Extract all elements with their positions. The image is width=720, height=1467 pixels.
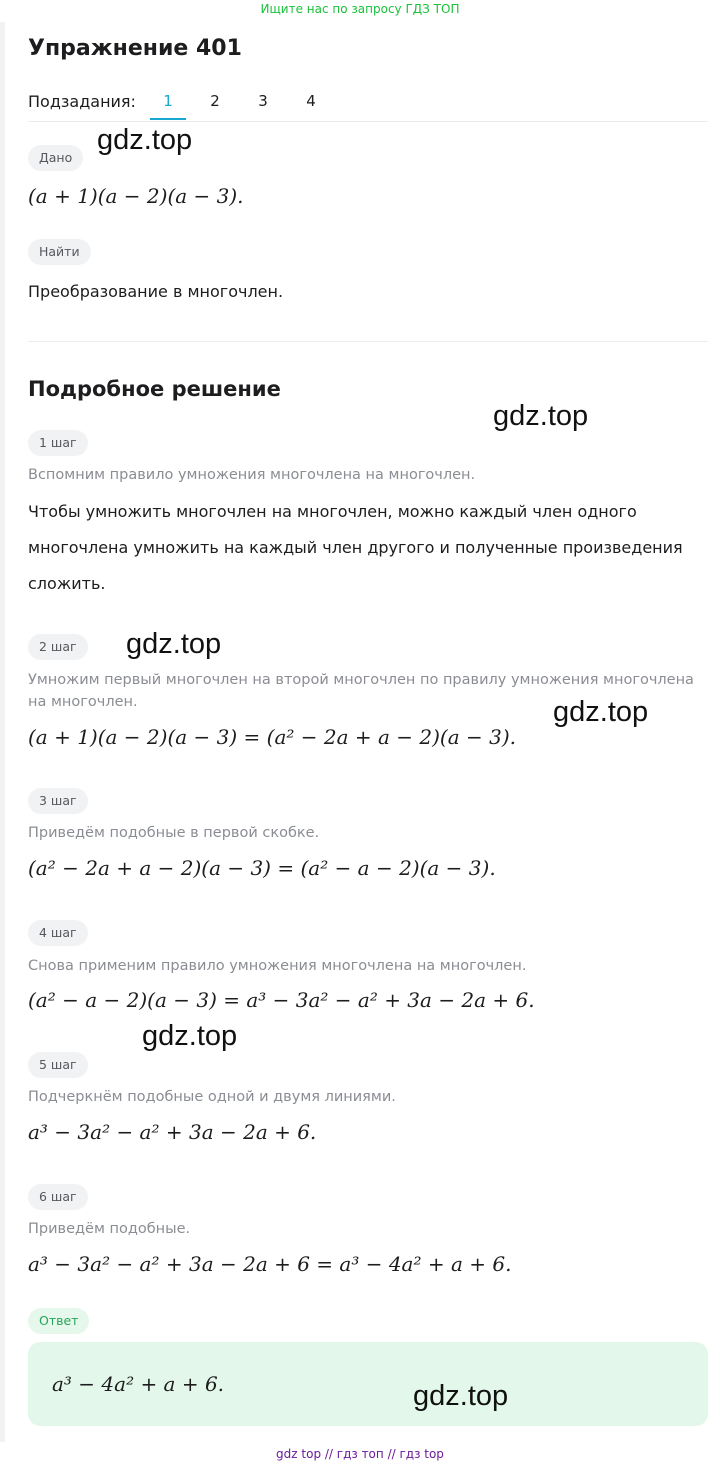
footer-links[interactable]: gdz top // гдз топ // гдз top <box>276 1447 444 1461</box>
step-6-expression: a³ − 3a² − a² + 3a − 2a + 6 = a³ − 4a² + a + 6. <box>28 1252 512 1276</box>
left-rule <box>0 22 5 1442</box>
find-badge: Найти <box>28 239 91 265</box>
solution-title: Подробное решение <box>28 377 281 401</box>
step-3-badge: 3 шаг <box>28 788 88 814</box>
step-4-badge: 4 шаг <box>28 920 88 946</box>
watermark: gdz.top <box>126 628 222 660</box>
step-5-expression-text: a³ − 3a² − a² + 3a − 2a + 6. <box>28 1120 317 1144</box>
step-5-badge: 5 шаг <box>28 1052 88 1078</box>
step-4-expression: (a² − a − 2)(a − 3) = a³ − 3a² − a² + 3a − 2a + 6. <box>28 988 535 1012</box>
given-expression <box>28 184 244 208</box>
tab-subtask-3[interactable]: 3 <box>258 92 268 110</box>
given-expression-text: (a + 1)(a − 2)(a − 3). <box>28 184 244 208</box>
step-5-expression <box>28 1120 316 1144</box>
page-title: Упражнение 401 <box>28 36 242 61</box>
subtasks-label: Подзадания: <box>28 92 136 111</box>
tab-subtask-4[interactable]: 4 <box>306 92 316 110</box>
step-2-hint: Умножим первый многочлен на второй многочлен по правилу умножения многочлена на многочлен. <box>28 672 694 710</box>
answer-badge: Ответ <box>28 1308 89 1334</box>
watermark: gdz.top <box>142 1020 238 1052</box>
step-3-hint: Приведём подобные в первой скобке. <box>28 825 320 841</box>
step-2-expression: (a + 1)(a − 2)(a − 3) = (a² − 2a + a − 2)(a − 3). <box>28 725 516 749</box>
step-6-hint: Приведём подобные. <box>28 1221 191 1237</box>
step-3-expression: (a² − 2a + a − 2)(a − 3) = (a² − a − 2)(a − 3). <box>28 856 496 880</box>
subtasks-bar <box>28 88 708 122</box>
watermark: gdz.top <box>553 696 649 728</box>
step-1-badge: 1 шаг <box>28 430 88 456</box>
tab-subtask-1[interactable]: 1 <box>150 92 186 110</box>
section-divider <box>28 341 708 342</box>
step-1-hint: Вспомним правило умножения многочлена на многочлен. <box>28 467 476 483</box>
watermark: gdz.top <box>493 400 589 432</box>
given-badge: Дано <box>28 145 83 171</box>
step-4-hint: Снова применим правило умножения многочлена на многочлен. <box>28 958 527 974</box>
find-text: Преобразование в многочлен. <box>28 282 284 301</box>
step-6-badge: 6 шаг <box>28 1184 88 1210</box>
tab-subtask-2[interactable]: 2 <box>210 92 220 110</box>
watermark: gdz.top <box>97 124 193 156</box>
step-1-text: Чтобы умножить многочлен на многочлен, можно каждый член одного многочлена умножить на каждый член другого и полученные произведения сложить. <box>28 502 683 593</box>
top-banner[interactable]: Ищите нас по запросу ГДЗ ТОП <box>260 2 460 16</box>
step-5-hint: Подчеркнём подобные одной и двумя линиями. <box>28 1089 396 1105</box>
step-2-badge: 2 шаг <box>28 634 88 660</box>
watermark: gdz.top <box>413 1380 509 1412</box>
answer-box <box>28 1342 708 1426</box>
answer-expression: a³ − 4a² + a + 6. <box>52 1372 225 1396</box>
